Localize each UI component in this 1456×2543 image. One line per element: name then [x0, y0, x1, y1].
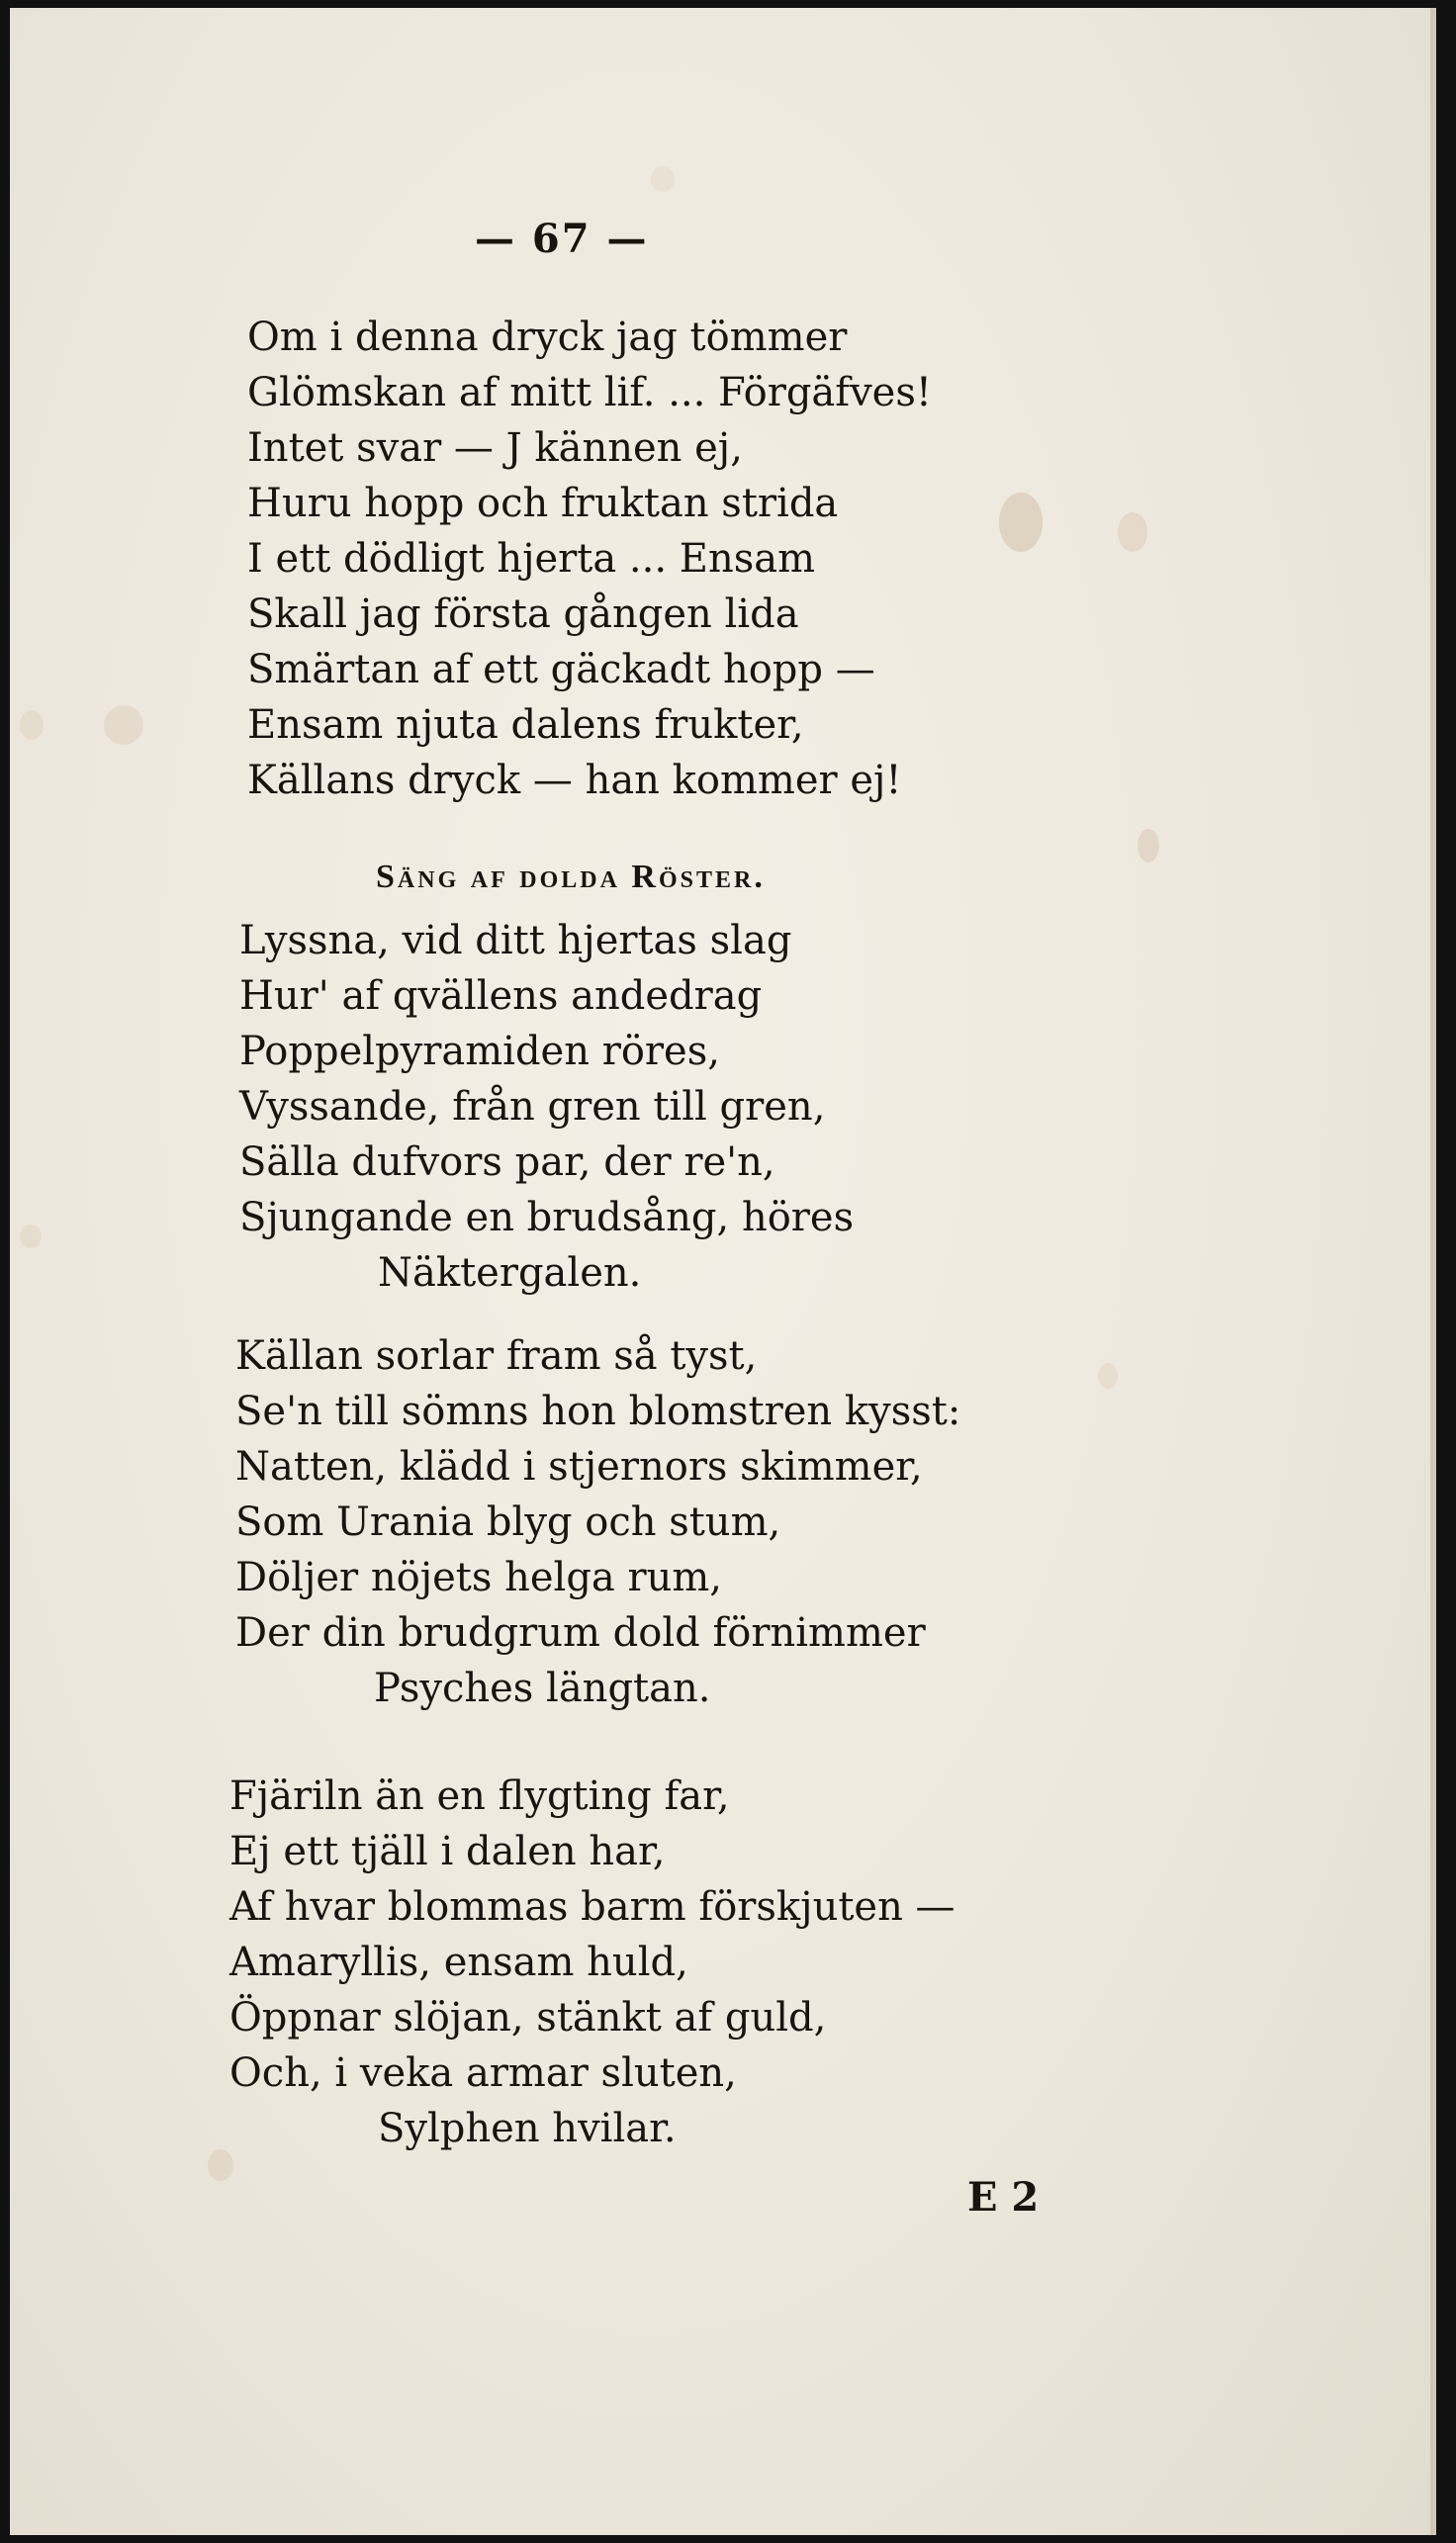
foxing-stain — [20, 710, 44, 740]
page-header: — 67 — — [475, 216, 649, 262]
poem-line: Smärtan af ett gäckadt hopp — — [247, 647, 875, 692]
poem-line: Skall jag första gången lida — [247, 591, 799, 637]
poem-line: Af hvar blommas barm förskjuten — — [229, 1884, 956, 1930]
foxing-stain — [651, 166, 675, 192]
poem-refrain: Sylphen hvilar. — [378, 2106, 677, 2151]
poem-line: Huru hopp och fruktan strida — [247, 481, 839, 526]
poem-line: Sjungande en brudsång, höres — [239, 1195, 855, 1240]
poem-line: Och, i veka armar sluten, — [229, 2050, 737, 2096]
poem-line: Källan sorlar fram så tyst, — [235, 1333, 758, 1379]
poem-refrain: Näktergalen. — [378, 1250, 642, 1296]
signature-mark: E 2 — [967, 2174, 1040, 2221]
poem-line: Sälla dufvors par, der re'n, — [239, 1139, 775, 1185]
poem-line: Ensam njuta dalens frukter, — [247, 702, 804, 748]
poem-line: Fjäriln än en flygting far, — [229, 1773, 730, 1819]
poem-line: Källans dryck — han kommer ej! — [247, 758, 902, 803]
poem-line: Ej ett tjäll i dalen har, — [229, 1829, 666, 1874]
section-heading: Säng af dolda Röster. — [376, 859, 766, 895]
book-page — [10, 8, 1436, 2535]
poem-line: Öppnar slöjan, stänkt af guld, — [229, 1995, 827, 2041]
foxing-stain — [20, 1225, 42, 1248]
poem-line: Amaryllis, ensam huld, — [229, 1940, 688, 1985]
poem-refrain: Psyches längtan. — [374, 1666, 711, 1711]
poem-line: Vyssande, från gren till gren, — [239, 1084, 826, 1130]
stanza-4 — [229, 1769, 956, 2156]
poem-line: Lyssna, vid ditt hjertas slag — [239, 918, 792, 963]
foxing-stain — [1138, 829, 1159, 863]
stanza-3 — [235, 1328, 960, 1716]
poem-line: Döljer nöjets helga rum, — [235, 1555, 723, 1600]
poem-line: Hur' af qvällens andedrag — [239, 973, 763, 1019]
poem-line: Poppelpyramiden röres, — [239, 1029, 720, 1074]
poem-line: Om i denna dryck jag tömmer — [247, 315, 848, 360]
poem-line: Glömskan af mitt lif. ... Förgäfves! — [247, 370, 932, 415]
foxing-stain — [1118, 512, 1147, 552]
stanza-1 — [247, 310, 932, 808]
foxing-stain — [999, 493, 1043, 552]
foxing-stain — [104, 705, 143, 745]
poem-line: Der din brudgrum dold förnimmer — [235, 1610, 926, 1656]
stanza-2 — [239, 913, 854, 1301]
poem-line: Som Urania blyg och stum, — [235, 1499, 781, 1545]
poem-line: I ett dödligt hjerta ... Ensam — [247, 536, 816, 582]
foxing-stain — [1098, 1363, 1118, 1389]
poem-line: Se'n till sömns hon blomstren kysst: — [235, 1389, 961, 1434]
poem-line: Intet svar — J kännen ej, — [247, 425, 743, 471]
poem-line: Natten, klädd i stjernors skimmer, — [235, 1444, 923, 1490]
